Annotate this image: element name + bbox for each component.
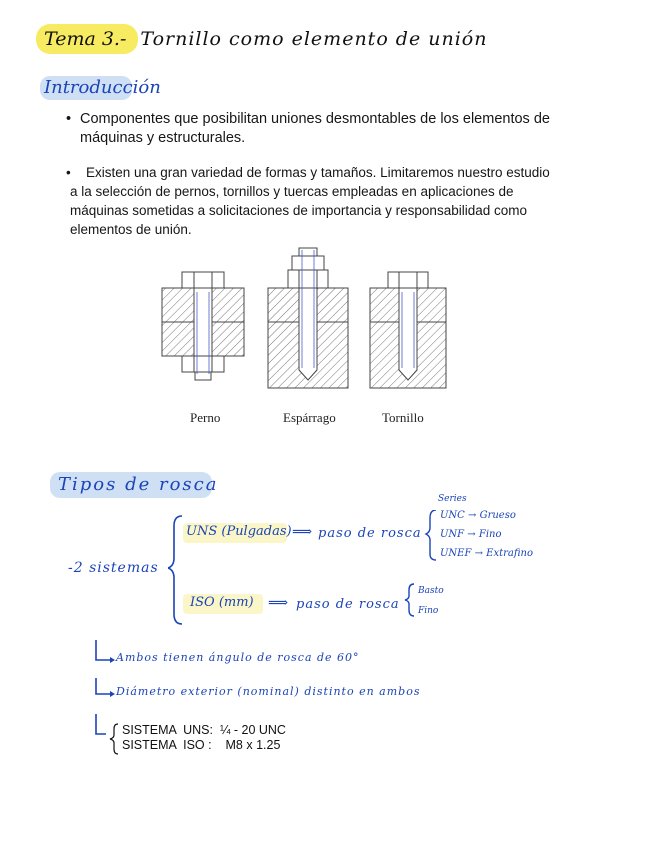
series-unf-code: UNF	[440, 529, 465, 540]
series-unc-code: UNC	[440, 510, 465, 521]
series-label: Series	[438, 494, 467, 504]
perno-drawing	[162, 272, 244, 380]
sistema-iso-value: M8 x 1.25	[225, 738, 281, 752]
caption-tornillo: Tornillo	[382, 410, 424, 425]
series-unc: UNC → Grueso	[440, 510, 516, 521]
caption-perno: Perno	[190, 410, 221, 425]
sistema-uns-label: SISTEMA UNS:	[122, 723, 213, 737]
iso-label: ISO (mm)	[190, 595, 254, 610]
series-unef: UNEF → Extrafino	[440, 548, 534, 559]
series-unf-desc: Fino	[478, 529, 502, 540]
uns-arrow: ⟹	[292, 524, 313, 540]
sistema-brace	[108, 722, 120, 756]
series-unf: UNF → Fino	[440, 529, 502, 540]
iso-arrow: ⟹	[268, 595, 289, 611]
sistema-uns-value: ¼ - 20 UNC	[219, 723, 286, 737]
note-angle: Ambos tienen ángulo de rosca de 60°	[116, 651, 360, 664]
series-unc-desc: Grueso	[479, 510, 516, 521]
bullet-dot-2: •	[66, 165, 71, 180]
intro-bullet-2: Existen una gran variedad de formas y tamaños. Limitaremos nuestro estudio a la selección de pernos, tornillos y tuercas empleadas en aplicaciones de máquinas sometidas a solicitaciones de importancia y responsabilidad como elementos de unión.	[70, 165, 550, 237]
series-unef-code: UNEF	[440, 548, 472, 559]
iso-option-basto: Basto	[418, 586, 444, 596]
tipos-heading: Tipos de rosca	[58, 474, 219, 495]
page-title	[44, 28, 487, 50]
iso-paso: paso de rosca	[296, 597, 400, 612]
sistema-iso-row	[122, 738, 280, 753]
caption-esparrago: Espárrago	[283, 410, 336, 425]
sistema-iso-label: SISTEMA ISO :	[122, 738, 212, 752]
uns-label: UNS (Pulgadas)	[186, 524, 292, 539]
iso-brace	[402, 582, 416, 618]
series-unef-desc: Extrafino	[486, 548, 534, 559]
title-label: Tema 3.-	[44, 28, 127, 50]
bullet-dot-1: •	[66, 111, 72, 127]
title-rest: Tornillo como elemento de unión	[140, 28, 488, 50]
note-diameter: Diámetro exterior (nominal) distinto en ambos	[116, 685, 421, 698]
intro-bullet-1: Componentes que posibilitan uniones desmontables de los elementos de máquinas y estructurales.	[80, 111, 550, 146]
uns-paso: paso de rosca	[318, 526, 422, 541]
sistema-uns-row	[122, 723, 286, 738]
tornillo-drawing	[370, 272, 446, 388]
iso-option-fino: Fino	[418, 606, 439, 616]
esparrago-drawing	[268, 248, 348, 388]
intro-heading: Introducción	[44, 77, 161, 98]
fastener-figure	[150, 244, 460, 394]
sistemas-label: -2 sistemas	[68, 560, 159, 576]
